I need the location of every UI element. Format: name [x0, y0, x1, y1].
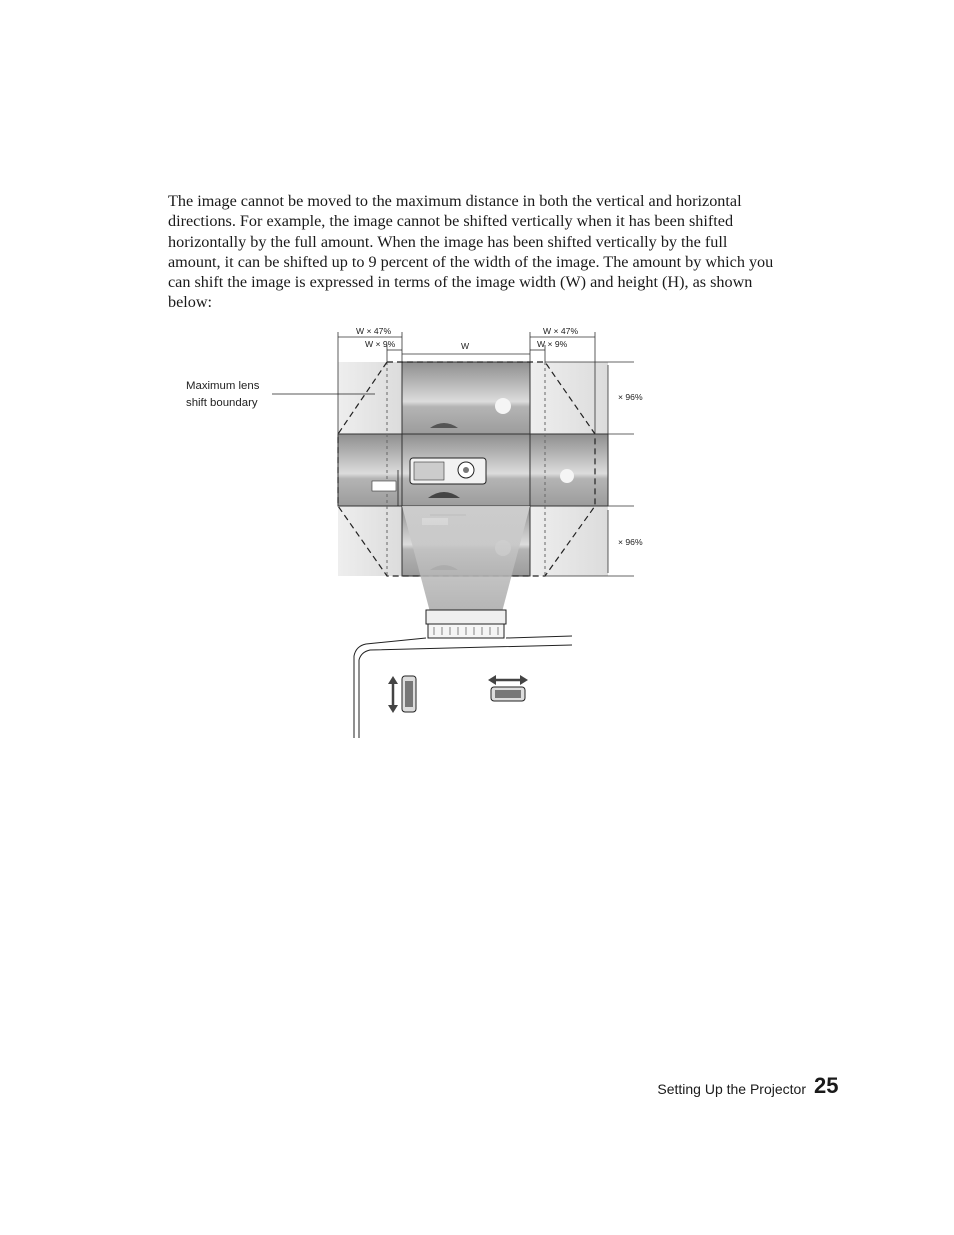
dim-label-h96-top: × 96% — [618, 392, 643, 402]
callout-label-line1: Maximum lens — [186, 380, 260, 392]
projection-beam — [402, 506, 530, 612]
vertical-lens-shift-dial-icon — [388, 676, 416, 713]
page-number: 25 — [814, 1073, 839, 1098]
dim-label-w9-left: W × 9% — [365, 339, 396, 349]
projector-lens-icon — [426, 610, 506, 638]
horizontal-lens-shift-dial-icon — [488, 675, 528, 701]
callout-label-line2: shift boundary — [186, 397, 258, 409]
footer-section-title: Setting Up the Projector — [657, 1081, 806, 1097]
dim-label-w47-left: W × 47% — [356, 326, 392, 336]
dim-label-w: W — [461, 341, 470, 351]
dim-label-w9-right: W × 9% — [537, 339, 568, 349]
body-paragraph: The image cannot be moved to the maximum distance in both the vertical and horizontal directions. For example, the image cannot be shifted vertically when it has been shifted horizontally by the full amount. When the image has been shifted vertically by the full amount, it can be shifted up to 9 percent of the width of the image. The amount by which you can shift the image is expressed in terms of the image width (W) and height (H), as shown below: — [168, 192, 774, 312]
dim-label-w47-right: W × 47% — [543, 326, 579, 336]
dim-label-h96-bottom: × 96% — [618, 537, 643, 547]
projector-body-icon — [354, 636, 572, 738]
image-shifted-up — [402, 362, 530, 434]
